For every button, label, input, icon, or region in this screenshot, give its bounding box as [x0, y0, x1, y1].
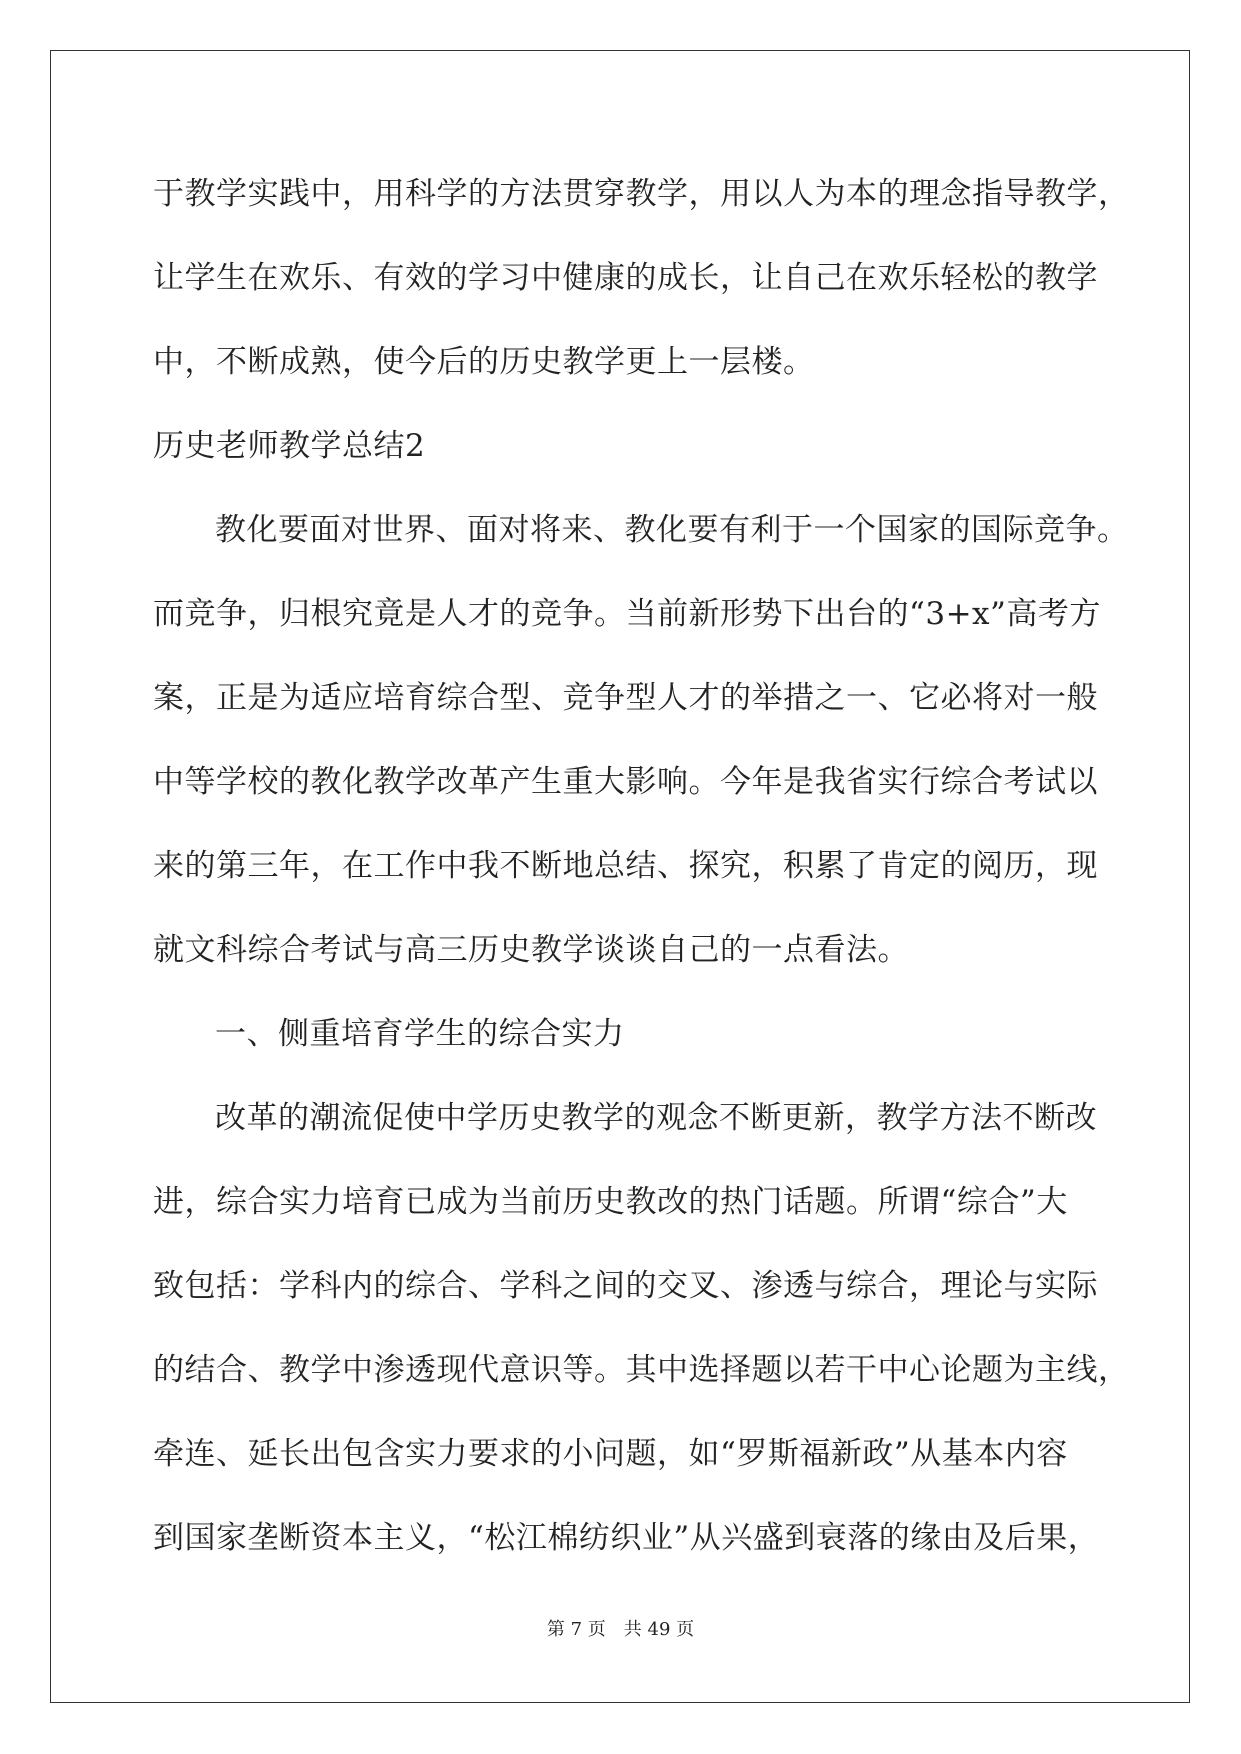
- section-heading: 历史老师教学总结2: [153, 428, 426, 464]
- text-line: 来的第三年，在工作中我不断地总结、探究，积累了肯定的阅历，现: [153, 848, 1098, 884]
- subsection-heading: 一、侧重培育学生的综合实力: [215, 1016, 625, 1052]
- text-line: 教化要面对世界、面对将来、教化要有利于一个国家的国际竞争。: [215, 512, 1129, 548]
- text-line: 致包括：学科内的综合、学科之间的交叉、渗透与综合，理论与实际: [153, 1268, 1098, 1304]
- document-body: [153, 152, 1130, 1580]
- text-line: 于教学实践中，用科学的方法贯穿教学，用以人为本的理念指导教学，: [153, 176, 1130, 212]
- page-total: 共 49 页: [623, 1619, 695, 1640]
- text-line: 进，综合实力培育已成为当前历史教改的热门话题。所谓“综合”大: [153, 1184, 1068, 1220]
- text-line: 案，正是为适应培育综合型、竞争型人才的举措之一、它必将对一般: [153, 680, 1098, 716]
- text-line: 的结合、教学中渗透现代意识等。其中选择题以若干中心论题为主线，: [153, 1352, 1130, 1388]
- text-line: 牵连、延长出包含实力要求的小问题，如“罗斯福新政”从基本内容: [153, 1436, 1068, 1472]
- text-line: 中，不断成熟，使今后的历史教学更上一层楼。: [153, 344, 815, 380]
- text-line: 就文科综合考试与高三历史教学谈谈自己的一点看法。: [153, 932, 909, 968]
- page-number: 第 7 页: [546, 1619, 606, 1640]
- text-line: 让学生在欢乐、有效的学习中健康的成长，让自己在欢乐轻松的教学: [153, 260, 1098, 296]
- text-line: 到国家垄断资本主义，“松江棉纺织业”从兴盛到衰落的缘由及后果，: [153, 1520, 1100, 1556]
- text-line: 中等学校的教化教学改革产生重大影响。今年是我省实行综合考试以: [153, 764, 1098, 800]
- text-line: 改革的潮流促使中学历史教学的观念不断更新，教学方法不断改: [215, 1100, 1097, 1136]
- text-line: 而竞争，归根究竟是人才的竞争。当前新形势下出台的“3+x”高考方: [153, 596, 1101, 632]
- page-footer: [0, 1618, 1241, 1642]
